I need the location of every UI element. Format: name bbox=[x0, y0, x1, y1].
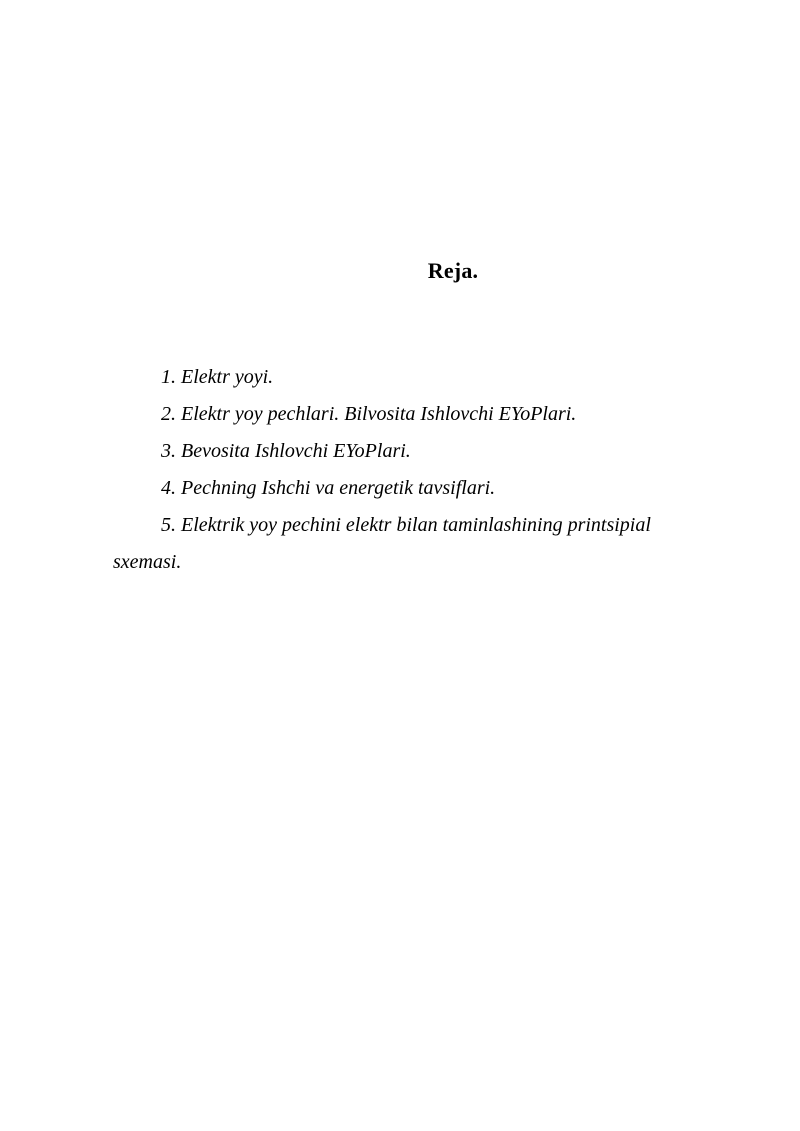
list-item-text: Elektr yoy pechlari. Bilvosita Ishlovchi EYoPlari. bbox=[181, 403, 577, 425]
list-item bbox=[113, 507, 693, 581]
list-item-text: Bevosita Ishlovchi EYoPlari. bbox=[181, 440, 411, 462]
list-item-text: Pechning Ishchi va energetik tavsiflari. bbox=[181, 477, 496, 499]
list-item bbox=[113, 470, 693, 507]
list-item-text: Elektrik yoy pechini elektr bilan taminlashining printsipial sxemasi. bbox=[113, 514, 651, 573]
list-item bbox=[113, 433, 693, 470]
list-item-number: 4. bbox=[161, 477, 176, 499]
plan-list bbox=[113, 359, 693, 581]
list-item-text: Elektr yoyi. bbox=[181, 366, 274, 388]
page-title: Reja. bbox=[427, 258, 479, 283]
list-item-number: 5. bbox=[161, 514, 176, 536]
list-item bbox=[113, 396, 693, 433]
list-item-number: 3. bbox=[161, 440, 176, 462]
list-item-number: 1. bbox=[161, 366, 176, 388]
list-item bbox=[113, 359, 693, 396]
list-item-number: 2. bbox=[161, 403, 176, 425]
